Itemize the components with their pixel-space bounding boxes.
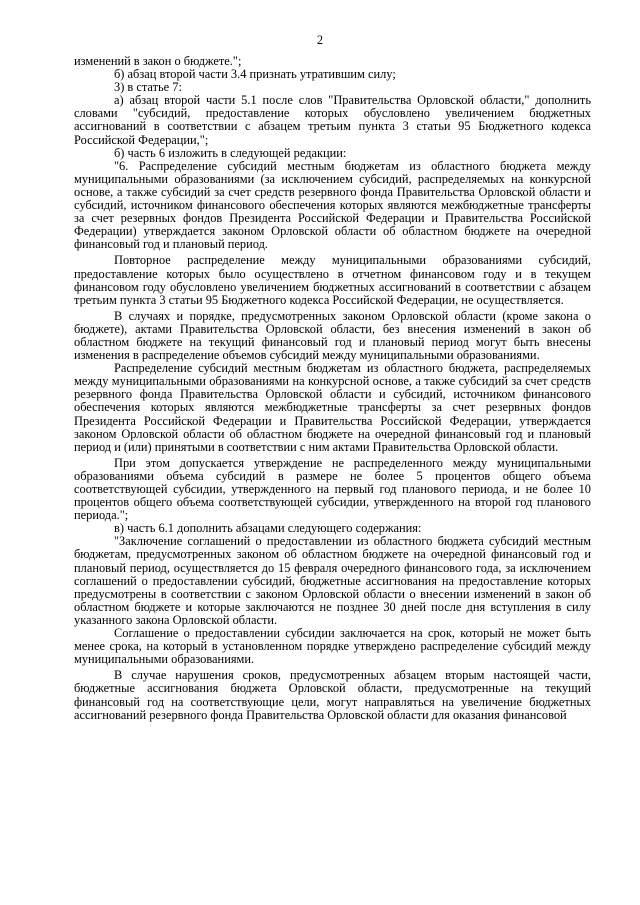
paragraph-item-a-5-1: а) абзац второй части 5.1 после слов "Правительства Орловской области," дополнить словами "субсидий, предоставление которых обусловлено увеличением бюджетных ассигнований в соответствии с абзацем третьим пункта 3 статьи 95 Бюджетного кодекса Российской Федерации,";	[74, 93, 591, 147]
paragraph-continuation: изменений в закон о бюджете.";	[74, 54, 242, 68]
paragraph-agreement-term: Соглашение о предоставлении субсидии заключается на срок, который не может быть менее срока, на который в установленном порядке утверждено распределение субсидий между муниципальными образованиями.	[74, 626, 591, 667]
paragraph-item-b-part-6: б) часть 6 изложить в следующей редакции:	[114, 145, 347, 160]
paragraph-competitive-distribution: Распределение субсидий местным бюджетам из областного бюджета, распределяемых между муниципальными образованиями на конкурсной основе, а также субсидий за счет средств резервного фонда Правительства Орловской области и субсидий, источником финансового обеспечения которых являются межбюджетные трансферты за счет резервных фондов Президента Российской Федерации и Правительства Российской Федерации, утверждается законом Орловской области об областном бюджете на очередной финансовый год и плановый период и (или) принятыми в соответствии с ним актами Правительства Орловской области.	[74, 361, 591, 454]
paragraph-item-v-6-1: в) часть 6.1 дополнить абзацами следующего содержания:	[114, 521, 422, 536]
paragraph-agreements-deadline: "Заключение соглашений о предоставлении из областного бюджета субсидий местным бюджетам, предусмотренных законом об областном бюджете на очередной финансовый год и плановый период, осуществляется до 15 февраля очередного финансового года, за исключением соглашений о предоставлении субсидий, бюджетные ассигнования на предоставление которых предусмотрены в соответствии с законом Орловской области о внесении изменений в закон об областном бюджете и которые заключаются не позднее 30 дней после дня вступления в силу указанного закона Орловской области.	[74, 534, 591, 627]
page-number: 2	[316, 33, 324, 47]
paragraph-item-3-article-7: 3) в статье 7:	[114, 80, 182, 95]
paragraph-repeat-distribution: Повторное распределение между муниципальными образованиями субсидий, предоставление которых было осуществлено в отчетном финансовом году и в текущем финансовом году обусловлено увеличением бюджетных ассигнований в соответствии с абзацем третьим пункта 3 статьи 95 Бюджетного кодекса Российской Федерации, не осуществляется.	[74, 253, 591, 307]
document-body	[74, 55, 591, 722]
paragraph-item-b-3-4: б) абзац второй части 3.4 признать утратившим силу;	[114, 67, 396, 82]
paragraph-undistributed-volume: При этом допускается утверждение не распределенного между муниципальными образованиями объема субсидий в размере не более 5 процентов общего объема соответствующей субсидии, утвержденного на первый год планового периода, и не более 10 процентов общего объема соответствующей субсидии, утвержденного на второй год планового периода.";	[74, 455, 591, 523]
paragraph-cases-and-order: В случаях и порядке, предусмотренных законом Орловской области (кроме закона о бюджете), актами Правительства Орловской области, без внесения изменений в закон об областном бюджете на текущий финансовый год и плановый период могут быть внесены изменения в распределение объемов субсидий между муниципальными образованиями.	[74, 308, 591, 363]
paragraph-deadline-violation: В случае нарушения сроков, предусмотренных абзацем вторым настоящей части, бюджетные ассигнования бюджета Орловской области, предусмотренные на текущий финансовый год на соответствующие цели, могут направляться на увеличение бюджетных ассигнований резервного фонда Правительства Орловской области для оказания финансовой	[74, 668, 591, 722]
paragraph-part-6-text: "6. Распределение субсидий местным бюджетам из областного бюджета между муниципальными образованиями (за исключением субсидий, распределяемых на конкурсной основе, а также субсидий за счет средств резервного фонда Правительства Орловской области и субсидий, источником финансового обеспечения которых являются межбюджетные трансферты за счет резервных фондов Президента Российской Федерации и Правительства Российской Федерации) утверждается законом Орловской области об областном бюджете на очередной финансовый год и плановый период.	[74, 158, 591, 252]
